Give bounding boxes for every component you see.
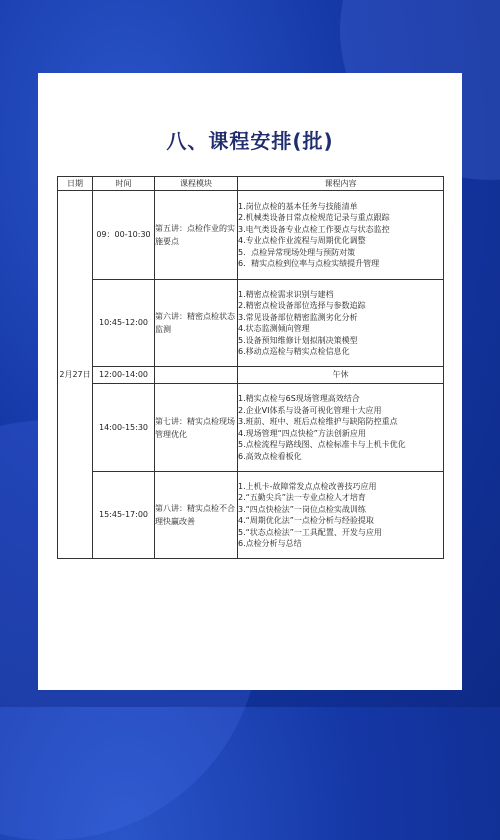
content-item: 6．精实点检到位率与点检实绩提升管理: [238, 259, 380, 268]
header-time: 时间: [93, 177, 155, 191]
module-cell: [155, 367, 238, 384]
schedule-sheet: [38, 73, 462, 690]
header-content: 课程内容: [238, 177, 444, 191]
schedule-table: [57, 176, 444, 559]
content-item: 4.状态监测倾向管理: [238, 324, 310, 333]
content-item: 6.移动点巡检与精实点检信息化: [238, 347, 350, 356]
content-item: 4.现场管理“四点快检”方法创新应用: [238, 428, 366, 438]
content-item: 1.精实点检与6S现场管理高效结合: [238, 394, 360, 403]
content-item: 3.班前、班中、班后点检维护与缺陷防控重点: [238, 417, 398, 426]
content-item: 1.岗位点检的基本任务与技能清单: [238, 201, 358, 211]
module-cell: 第八讲：精实点检不合理快赢改善: [155, 472, 238, 559]
table-row: [58, 280, 444, 367]
content-cell: [238, 384, 444, 472]
content-item: 3.“四点快检法”一岗位点检实战训练: [238, 504, 366, 514]
content-item: 4.“周期优化法”一点检分析与经验提取: [238, 516, 374, 525]
content-item: 1.上机卡-故障常发点点检改善技巧应用: [238, 481, 377, 491]
module-cell: 第七讲：精实点检现场管理优化: [155, 384, 238, 472]
content-cell: [238, 280, 444, 367]
content-cell: [238, 191, 444, 280]
time-cell: 15:45-17:00: [93, 472, 155, 559]
content-item: 3.电气类设备专业点检工作要点与状态监控: [238, 224, 390, 234]
content-item: 2.“五勤尖兵”法一专业点检人才培育: [238, 493, 366, 502]
content-item: 2.精密点检设备部位选择与参数追踪: [238, 301, 366, 310]
page-title: 八、课程安排(批): [166, 129, 334, 153]
content-item: 6.点检分析与总结: [238, 539, 302, 548]
content-item: 1.精密点检需求识别与建档: [238, 289, 334, 299]
content-item: 2.企业VI体系与设备可视化管理十大应用: [238, 405, 382, 415]
table-row: [58, 191, 444, 280]
content-item: 5.设备预知维修计划拟制决策模型: [238, 335, 358, 345]
time-cell: 09：00-10:30: [93, 191, 155, 280]
table-header-row: [58, 177, 444, 191]
time-cell: 12:00-14:00: [93, 367, 155, 384]
table-row: [58, 367, 444, 384]
header-module: 课程模块: [155, 177, 238, 191]
time-cell: 14:00-15:30: [93, 384, 155, 472]
module-cell: 第五讲：点检作业的实施要点: [155, 191, 238, 280]
content-item: 3.常见设备部位精密监测劣化分析: [238, 312, 358, 322]
content-cell: [238, 472, 444, 559]
break-label: 午休: [238, 367, 444, 384]
date-cell: 2月27日: [58, 191, 93, 559]
content-item: 4.专业点检作业流程与周期优化调整: [238, 236, 366, 245]
header-date: 日期: [58, 177, 93, 191]
content-item: 5．点检异常现场处理与预防对策: [238, 247, 356, 257]
module-cell: 第六讲：精密点检状态监测: [155, 280, 238, 367]
content-item: 2.机械类设备日常点检规范记录与重点跟踪: [238, 213, 390, 222]
table-row: [58, 472, 444, 559]
content-item: 5.“状态点检法”一工具配置、开发与应用: [238, 527, 382, 537]
table-row: [58, 384, 444, 472]
content-item: 6.高效点检看板化: [238, 451, 302, 461]
content-item: 5.点检流程与路线图、点检标准卡与上机卡优化: [238, 440, 406, 449]
time-cell: 10:45-12:00: [93, 280, 155, 367]
